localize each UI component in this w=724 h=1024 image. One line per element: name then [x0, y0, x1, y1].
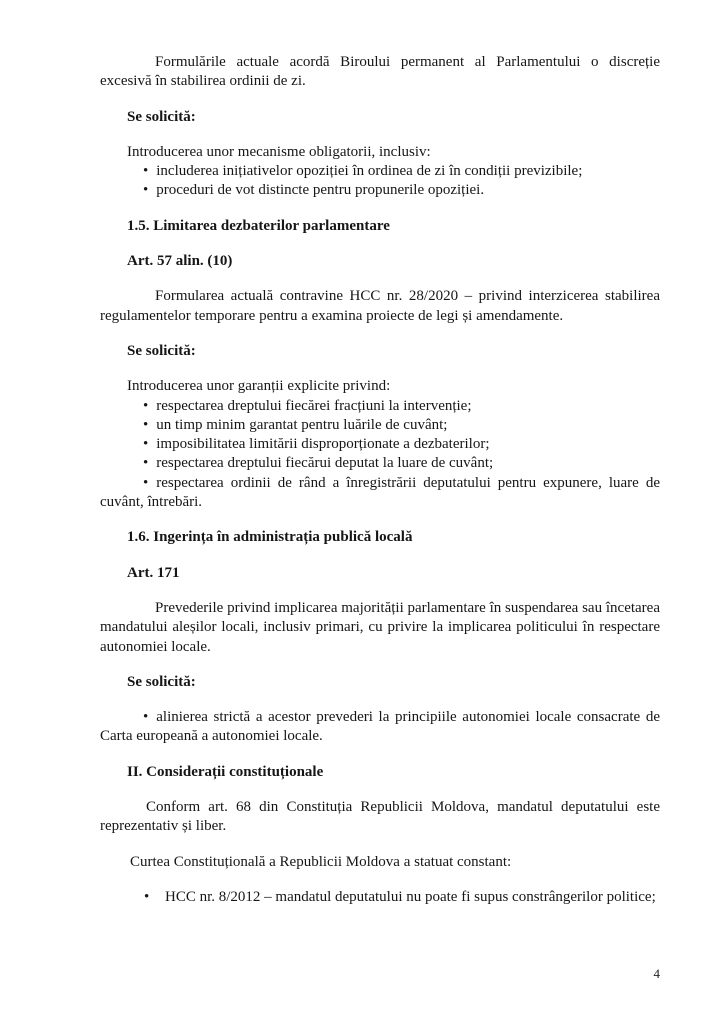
- body-paragraph: Prevederile privind implicarea majorității parlamentare în suspendarea sau încetarea mandatului aleșilor locali, inclusiv primari, cu privire la implicarea politicului în respectare autonomiei locale.: [100, 599, 660, 655]
- bullet-item: [100, 162, 660, 181]
- section-heading-1-5: 1.5. Limitarea dezbaterilor parlamentare: [127, 217, 390, 234]
- bullet-text: respectarea dreptului fiecărui deputat la luare de cuvânt;: [156, 455, 494, 472]
- bullet-icon: •: [143, 455, 149, 472]
- section-heading-1-6: 1.6. Ingerința în administrația publică locală: [127, 529, 413, 546]
- bullet-text: HCC nr. 8/2012 – mandatul deputatului nu poate fi supus constrângerilor politice;: [165, 888, 656, 905]
- list-intro: Introducerea unor garanții explicite privind:: [127, 378, 391, 395]
- body-paragraph: Formularea actuală contravine HCC nr. 28/2020 – privind interzicerea stabilirea regulamentelor temporare pentru a examina proiecte de legi și amendamente.: [100, 288, 660, 324]
- bullet-icon: •: [143, 709, 149, 726]
- bullet-list: [100, 708, 660, 747]
- bullet-item: [100, 435, 660, 454]
- bullet-item: [100, 397, 660, 416]
- bullet-list: [100, 162, 660, 201]
- bullet-list: [100, 397, 660, 513]
- bullet-text: un timp minim garantat pentru luările de cuvânt;: [156, 416, 448, 433]
- section-heading-ii: II. Considerații constituționale: [127, 763, 324, 780]
- bullet-item-hanging: [144, 888, 660, 907]
- bullet-text: respectarea dreptului fiecărei fracțiuni la intervenție;: [156, 397, 472, 414]
- bullet-text: includerea inițiativelor opoziției în ordinea de zi în condiții previzibile;: [156, 163, 583, 180]
- bullet-icon: •: [144, 888, 150, 905]
- bullet-item: [100, 474, 660, 513]
- article-label: Art. 171: [127, 564, 180, 581]
- bullet-icon: •: [143, 397, 149, 414]
- bullet-text: imposibilitatea limitării disproporționate a dezbaterilor;: [156, 436, 490, 453]
- body-paragraph: Curtea Constituțională a Republicii Moldova a statuat constant:: [130, 853, 512, 870]
- document-content: [100, 53, 660, 923]
- bullet-icon: •: [143, 436, 149, 453]
- bullet-text: alinierea strictă a acestor prevederi la principiile autonomiei locale consacrate de Carta europeană a autonomiei locale.: [100, 709, 660, 745]
- bullet-text: proceduri de vot distincte pentru propunerile opoziției.: [156, 182, 485, 199]
- se-solicita-label: Se solicită:: [127, 108, 196, 125]
- bullet-item: [100, 416, 660, 435]
- se-solicita-label: Se solicită:: [127, 342, 196, 359]
- list-intro: Introducerea unor mecanisme obligatorii, inclusiv:: [127, 143, 431, 160]
- article-label: Art. 57 alin. (10): [127, 253, 233, 270]
- se-solicita-label: Se solicită:: [127, 673, 196, 690]
- bullet-item: [100, 454, 660, 473]
- bullet-item: [100, 708, 660, 747]
- bullet-text: respectarea ordinii de rând a înregistrării deputatului pentru expunere, luare de cuvânt, întrebări.: [100, 474, 660, 511]
- bullet-item: [100, 181, 660, 200]
- bullet-icon: •: [143, 163, 149, 180]
- bullet-icon: •: [143, 474, 149, 491]
- body-paragraph: Conform art. 68 din Constituția Republicii Moldova, mandatul deputatului este reprezentativ și liber.: [100, 799, 660, 835]
- bullet-icon: •: [143, 182, 149, 199]
- body-paragraph: Formulările actuale acordă Biroului permanent al Parlamentului o discreție excesivă în stabilirea ordinii de zi.: [100, 54, 660, 90]
- bullet-icon: •: [143, 416, 149, 433]
- page-number: 4: [653, 966, 660, 981]
